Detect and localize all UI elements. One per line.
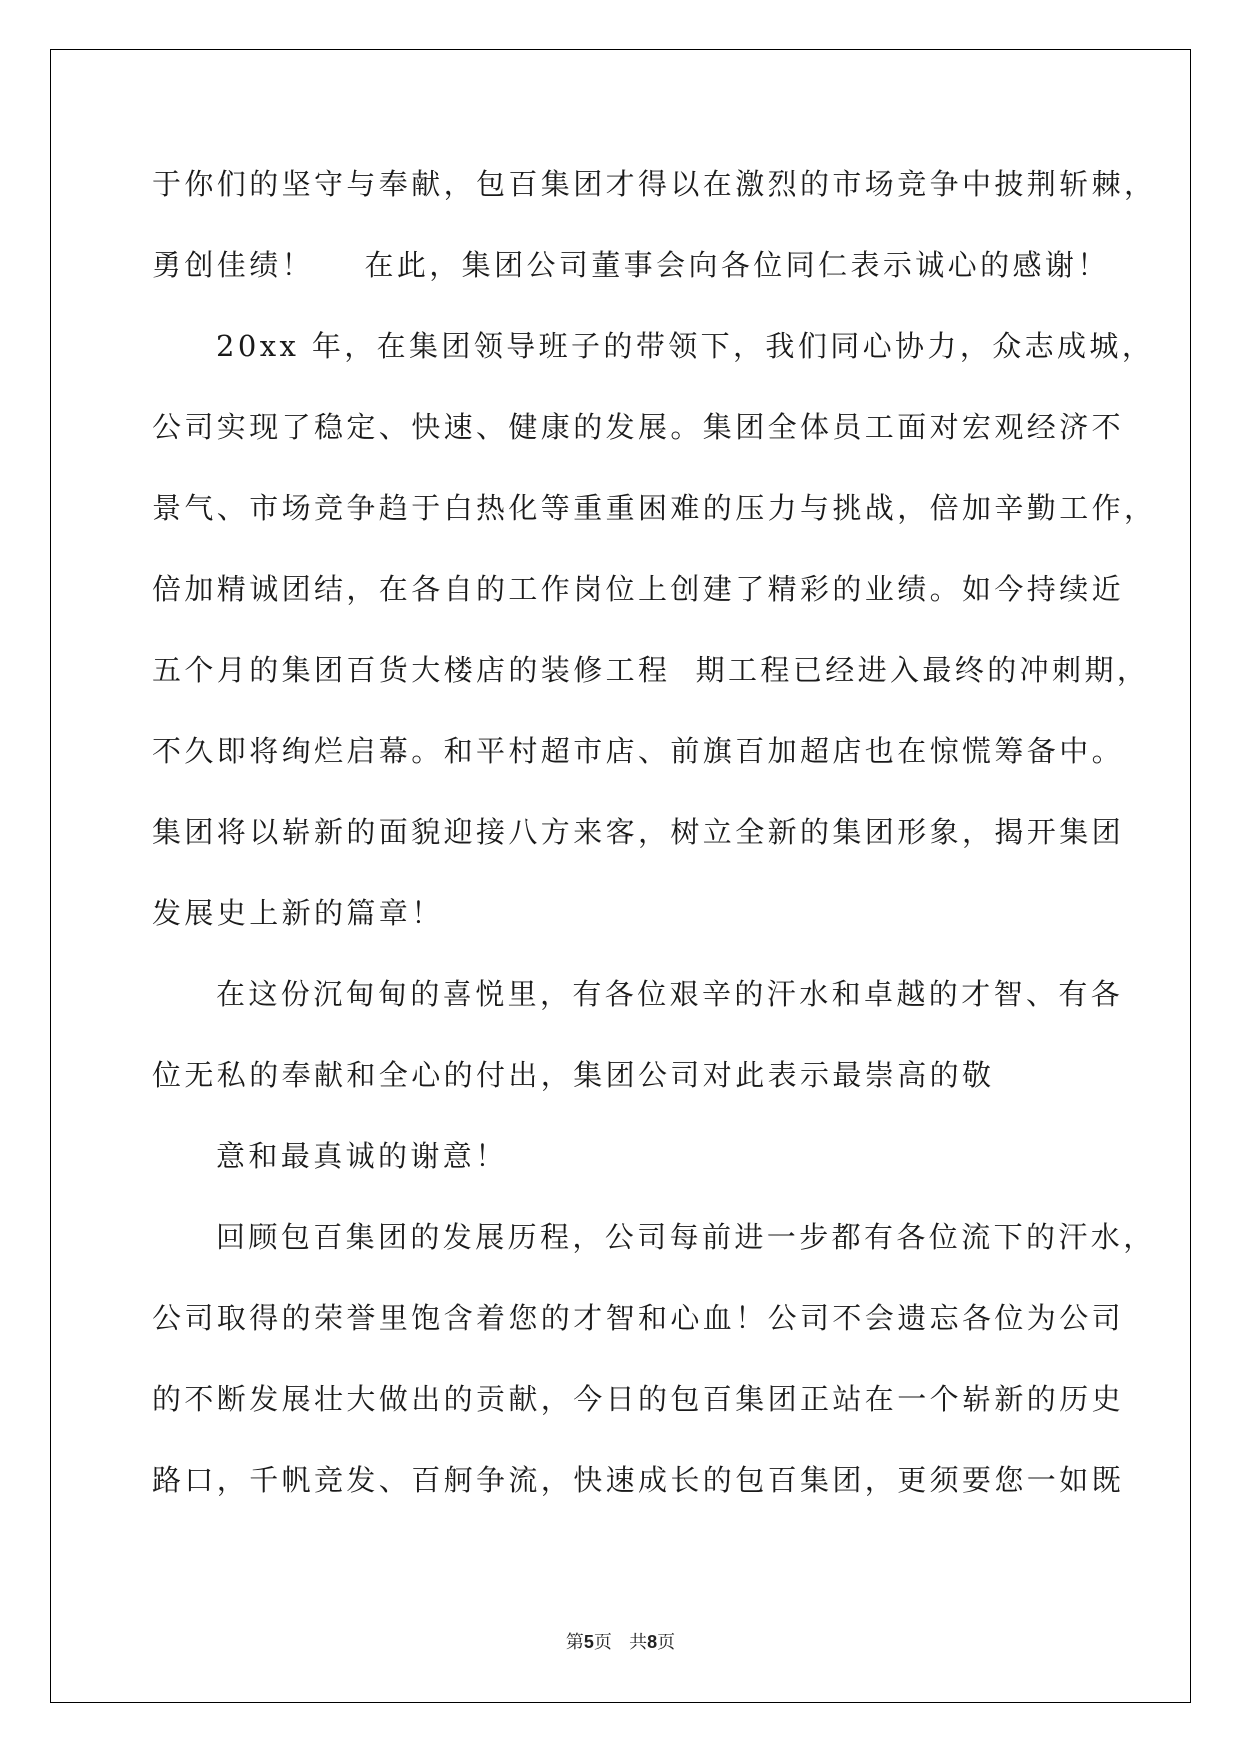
text-line: 倍加精诚团结，在各自的工作岗位上创建了精彩的业绩。如今持续近 — [152, 572, 1125, 606]
paragraph-start-line: 20xx 年，在集团领导班子的带领下，我们同心协力，众志成城， — [216, 329, 1155, 363]
page-footer — [0, 1628, 1241, 1654]
text-line: 集团将以崭新的面貌迎接八方来客，树立全新的集团形象，揭开集团 — [152, 815, 1125, 849]
paragraph-start-line: 回顾包百集团的发展历程，公司每前进一步都有各位流下的汗水， — [216, 1220, 1156, 1254]
total-prefix: 共 — [629, 1632, 648, 1653]
page-suffix: 页 — [593, 1632, 612, 1653]
text-line: 的不断发展壮大做出的贡献，今日的包百集团正站在一个崭新的历史 — [152, 1382, 1125, 1416]
text-line: 路口，千帆竞发、百舸争流，快速成长的包百集团，更须要您一如既 — [152, 1463, 1125, 1497]
total-suffix: 页 — [657, 1632, 676, 1653]
paragraph-start-line: 意和最真诚的谢意！ — [216, 1139, 508, 1173]
text-line: 景气、市场竞争趋于白热化等重重困难的压力与挑战，倍加辛勤工作， — [152, 491, 1157, 525]
text-line: 勇创佳绩！ 在此，集团公司董事会向各位同仁表示诚心的感谢！ — [152, 248, 1110, 282]
text-line: 位无私的奉献和全心的付出，集团公司对此表示最崇高的敬 — [152, 1058, 995, 1092]
page-number: 5 — [583, 1632, 594, 1652]
document-body — [152, 164, 1157, 1541]
text-line: 公司取得的荣誉里饱含着您的才智和心血！公司不会遗忘各位为公司 — [152, 1301, 1125, 1335]
text-line: 不久即将绚烂启幕。和平村超市店、前旗百加超店也在惊慌筹备中。 — [152, 734, 1125, 768]
paragraph-start-line: 在这份沉甸甸的喜悦里，有各位艰辛的汗水和卓越的才智、有各 — [216, 977, 1124, 1011]
total-pages: 8 — [647, 1632, 658, 1652]
text-line: 五个月的集团百货大楼店的装修工程 期工程已经进入最终的冲刺期， — [152, 653, 1150, 687]
text-line: 于你们的坚守与奉献，包百集团才得以在激烈的市场竞争中披荆斩棘， — [152, 167, 1157, 201]
text-line: 发展史上新的篇章！ — [152, 896, 444, 930]
page-prefix: 第 — [565, 1632, 584, 1653]
text-line: 公司实现了稳定、快速、健康的发展。集团全体员工面对宏观经济不 — [152, 410, 1125, 444]
